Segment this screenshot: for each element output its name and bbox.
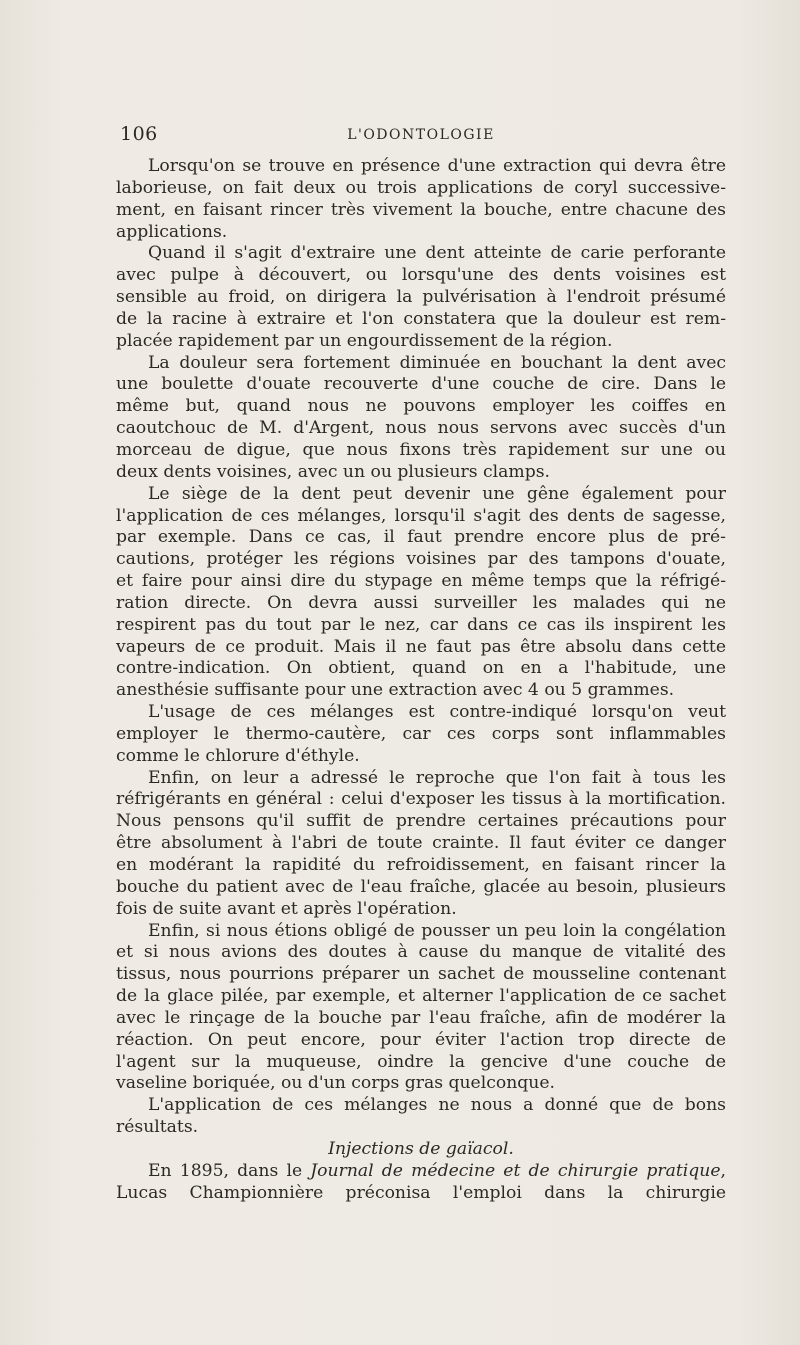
text-line: vapeurs de ce produit. Mais il ne faut pas être absolu dans cette [116,636,726,657]
text-line: deux dents voisines, avec un ou plusieurs clamps. [116,461,550,482]
text-line: applications. [116,221,228,242]
section-heading: Injections de gaïacol. [328,1138,514,1159]
text-line: comme le chlorure d'éthyle. [116,745,360,766]
text-line: caoutchouc de M. d'Argent, nous nous servons avec succès d'un [116,418,726,439]
text-line: anesthésie suffisante pour une extraction avec 4 ou 5 grammes. [116,680,675,701]
page-header [116,123,726,153]
text-fragment: En 1895, dans le [148,1160,311,1181]
text-line: fois de suite avant et après l'opération. [116,898,457,919]
text-line: contre-indication. On obtient, quand on en a l'habitude, une [116,658,726,679]
text-line: vaseline boriquée, ou d'un corps gras quelconque. [116,1073,555,1094]
text-line: tissus, nous pourrions préparer un sachet de mousseline contenant [116,964,726,985]
text-line: par exemple. Dans ce cas, il faut prendre encore plus de pré- [116,527,726,548]
running-title: L'ODONTOLOGIE [347,127,495,143]
text-line: même but, quand nous ne pouvons employer les coiffes en [116,396,726,417]
text-line: placée rapidement par un engourdissement de la région. [116,330,613,351]
text-line: et faire pour ainsi dire du stypage en même temps que la réfrigé- [116,571,726,592]
text-line: de la glace pilée, par exemple, et alterner l'application de ce sachet [116,986,726,1007]
text-line: résultats. [116,1117,199,1138]
text-line: être absolument à l'abri de toute crainte. Il faut éviter ce danger [116,833,726,854]
text-line: employer le thermo-cautère, car ces corps sont inflammables [116,723,726,744]
journal-title: Journal de médecine et de chirurgie pratique [310,1160,721,1181]
text-line: L'application de ces mélanges ne nous a donné que de bons [148,1095,726,1116]
text-line: réaction. On peut encore, pour éviter l'action trop directe de [116,1029,726,1050]
text-line: respirent pas du tout par le nez, car dans ce cas ils inspirent les [116,614,726,635]
text-line: Quand il s'agit d'extraire une dent atteinte de carie perforante [148,243,726,264]
text-line: Enfin, si nous étions obligé de pousser un peu loin la congélation [148,920,726,941]
paragraph-lines [116,156,726,1139]
text-line: Lucas Championnière préconisa l'emploi dans la chirurgie [116,1182,726,1203]
text-line: de la racine à extraire et l'on constatera que la douleur est rem- [116,308,726,329]
text-line: avec pulpe à découvert, ou lorsqu'une des dents voisines est [116,265,726,286]
text-line: Le siège de la dent peut devenir une gêne également pour [148,483,726,504]
text-line: morceau de digue, que nous fixons très rapidement sur une ou [116,439,726,460]
text-line: et si nous avions des doutes à cause du manque de vitalité des [116,942,726,963]
text-line: Enfin, on leur a adressé le reproche que l'on fait à tous les [148,767,726,788]
text-line: bouche du patient avec de l'eau fraîche, glacée au besoin, plusieurs [116,876,726,897]
text-line: une boulette d'ouate recouverte d'une couche de cire. Dans le [116,374,726,395]
text-line: en modérant la rapidité du refroidissement, en faisant rincer la [116,855,726,875]
text-line: ment, en faisant rincer très vivement la bouche, entre chacune des [116,199,726,220]
text-line: l'agent sur la muqueuse, oindre la gencive d'une couche de [116,1051,726,1072]
text-line: ration directe. On devra aussi surveiller les malades qui ne [116,592,726,613]
text-line: Nous pensons qu'il suffit de prendre certaines précautions pour [116,811,726,832]
body-text [116,156,726,1205]
text-line: cautions, protéger les régions voisines par des tampons d'ouate, [116,549,726,570]
text-line: avec le rinçage de la bouche par l'eau fraîche, afin de modérer la [116,1007,726,1028]
page-number: 106 [120,123,158,145]
text-fragment: , [720,1160,726,1181]
text-line [116,1161,726,1183]
text-line: L'usage de ces mélanges est contre-indiqué lorsqu'on veut [148,702,726,723]
text-line: l'application de ces mélanges, lorsqu'il s'agit des dents de sagesse, [116,505,726,526]
text-line: La douleur sera fortement diminuée en bouchant la dent avec [148,352,726,373]
text-line: réfrigérants en général : celui d'exposer les tissus à la mortification. [116,789,726,810]
text-line: Lorsqu'on se trouve en présence d'une extraction qui devra être [148,156,726,176]
text-line: laborieuse, on fait deux ou trois applications de coryl successive- [116,177,726,198]
text-line: sensible au froid, on dirigera la pulvérisation à l'endroit présumé [116,287,726,308]
